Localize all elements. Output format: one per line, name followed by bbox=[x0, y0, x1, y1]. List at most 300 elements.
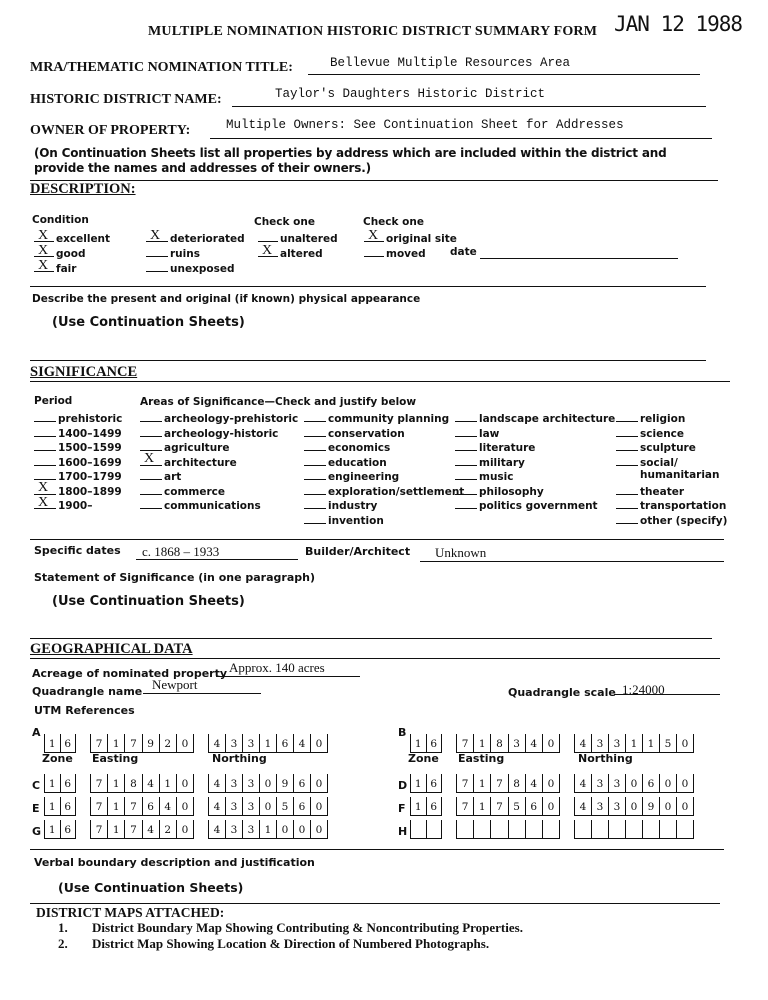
utm-digit: 6 bbox=[430, 801, 438, 813]
map-item-text: District Boundary Map Showing Contributing & Noncontributing Properties. bbox=[92, 920, 523, 935]
date-field[interactable] bbox=[480, 258, 678, 259]
utm-digit: 1 bbox=[474, 734, 491, 752]
utm-digit: 0 bbox=[315, 778, 323, 790]
checkbox-altered[interactable] bbox=[258, 245, 338, 260]
utm-zone-a[interactable] bbox=[44, 734, 76, 753]
utm-digit: 6 bbox=[64, 824, 72, 836]
checkbox-sculpture[interactable] bbox=[616, 439, 727, 454]
utm-digit: 4 bbox=[526, 774, 543, 792]
check-blank[interactable] bbox=[34, 260, 54, 272]
check-blank[interactable] bbox=[140, 497, 162, 509]
utm-digit: 3 bbox=[226, 820, 243, 838]
checkbox-label: architecture bbox=[164, 456, 237, 469]
utm-digit: 1 bbox=[643, 734, 660, 752]
utm-digit: 0 bbox=[181, 824, 189, 836]
utm-digit: 1 bbox=[411, 797, 427, 815]
utm-digit: 2 bbox=[160, 734, 177, 752]
utm-digit: 1 bbox=[45, 774, 61, 792]
utm-digit: 1 bbox=[108, 820, 125, 838]
checkbox-label: sculpture bbox=[640, 442, 696, 454]
checkbox-label: good bbox=[56, 248, 86, 260]
checkbox-label: religion bbox=[640, 413, 686, 425]
utm-letter-d: D bbox=[398, 779, 408, 792]
check-one-label-2: Check one bbox=[363, 216, 424, 228]
checkbox-label: engineering bbox=[328, 471, 400, 483]
specific-dates-value[interactable]: c. 1868 – 1933 bbox=[142, 544, 220, 559]
check-blank[interactable] bbox=[616, 425, 638, 437]
utm-letter-f: F bbox=[398, 802, 406, 815]
check-blank[interactable] bbox=[455, 468, 477, 480]
utm-easting-b[interactable] bbox=[456, 734, 560, 753]
utm-digit: 6 bbox=[430, 738, 438, 750]
checkbox-transportation[interactable] bbox=[616, 497, 727, 512]
period-list bbox=[34, 410, 122, 512]
check-blank[interactable] bbox=[616, 439, 638, 451]
check-blank[interactable] bbox=[455, 454, 477, 466]
map-item bbox=[58, 920, 523, 936]
utm-zone-e[interactable] bbox=[44, 797, 76, 816]
areas-col3 bbox=[455, 410, 615, 512]
utm-digit: 0 bbox=[681, 778, 689, 790]
checkbox-label: original site bbox=[386, 233, 457, 245]
utm-digit: 4 bbox=[143, 774, 160, 792]
checkbox-label: 1500–1599 bbox=[58, 442, 122, 454]
utm-digit: 1 bbox=[411, 734, 427, 752]
utm-easting-g[interactable] bbox=[90, 820, 194, 839]
check-blank[interactable] bbox=[616, 454, 638, 466]
utm-header-easting: Easting bbox=[458, 752, 505, 765]
check-blank[interactable] bbox=[616, 497, 638, 509]
check-blank[interactable] bbox=[140, 483, 162, 495]
utm-digit: 0 bbox=[315, 801, 323, 813]
check-blank[interactable] bbox=[146, 260, 168, 272]
checkbox-agriculture[interactable] bbox=[140, 439, 298, 454]
utm-easting-a[interactable] bbox=[90, 734, 194, 753]
utm-digit bbox=[491, 820, 508, 838]
checkbox-1900[interactable] bbox=[34, 494, 122, 512]
utm-digit: 3 bbox=[226, 774, 243, 792]
check-blank[interactable] bbox=[140, 451, 162, 466]
utm-digit: 4 bbox=[575, 734, 592, 752]
utm-digit: 0 bbox=[315, 738, 323, 750]
utm-digit: 0 bbox=[260, 797, 277, 815]
utm-digit: 0 bbox=[626, 797, 643, 815]
utm-digit: 5 bbox=[277, 797, 294, 815]
utm-digit: 5 bbox=[509, 797, 526, 815]
utm-digit: 4 bbox=[294, 734, 311, 752]
checkbox-label: invention bbox=[328, 514, 384, 527]
checkbox-art[interactable] bbox=[140, 468, 298, 483]
check-blank[interactable] bbox=[258, 245, 278, 257]
checkbox-label: prehistoric bbox=[58, 413, 123, 425]
check-mark: X bbox=[368, 228, 379, 243]
utm-digit: 4 bbox=[160, 797, 177, 815]
utm-digit: 0 bbox=[181, 738, 189, 750]
utm-digit: 1 bbox=[474, 774, 491, 792]
period-label: Period bbox=[34, 395, 73, 407]
checkbox-1600-1699[interactable] bbox=[34, 454, 122, 469]
check-mark: X bbox=[38, 480, 49, 495]
utm-digit: 0 bbox=[626, 774, 643, 792]
utm-zone-b[interactable] bbox=[410, 734, 442, 753]
check-blank[interactable] bbox=[364, 230, 384, 242]
checkbox-original-site[interactable] bbox=[364, 230, 457, 245]
checkbox-label: conservation bbox=[328, 427, 405, 440]
specific-dates-label: Specific dates bbox=[34, 544, 121, 557]
significance-heading: SIGNIFICANCE bbox=[30, 364, 138, 380]
check-blank[interactable] bbox=[455, 425, 477, 437]
utm-digit: 5 bbox=[660, 734, 677, 752]
utm-header-zone: Zone bbox=[408, 752, 439, 765]
utm-digit: 4 bbox=[143, 820, 160, 838]
utm-northing-a[interactable] bbox=[208, 734, 328, 753]
utm-digit: 7 bbox=[125, 797, 142, 815]
utm-digit: 7 bbox=[491, 774, 508, 792]
utm-header-zone: Zone bbox=[42, 752, 73, 765]
checkbox-label: social/ bbox=[640, 456, 678, 469]
utm-digit: 0 bbox=[181, 778, 189, 790]
description-use-continuation: (Use Continuation Sheets) bbox=[52, 315, 245, 330]
utm-digit: 0 bbox=[660, 797, 677, 815]
utm-digit: 1 bbox=[626, 734, 643, 752]
map-item-text: District Map Showing Location & Direction of Numbered Photographs. bbox=[92, 936, 490, 951]
utm-digit bbox=[660, 820, 677, 838]
check-blank[interactable] bbox=[455, 497, 477, 509]
check-blank[interactable] bbox=[34, 468, 56, 480]
utm-zone-f[interactable] bbox=[410, 797, 442, 816]
utm-digit: 4 bbox=[209, 797, 226, 815]
areas-label: Areas of Significance—Check and justify below bbox=[140, 396, 417, 408]
checkbox-moved[interactable] bbox=[364, 245, 457, 260]
check-blank[interactable] bbox=[304, 454, 326, 466]
utm-digit: 0 bbox=[660, 774, 677, 792]
utm-northing-b[interactable] bbox=[574, 734, 694, 753]
utm-digit: 0 bbox=[181, 801, 189, 813]
utm-digit bbox=[427, 820, 442, 838]
utm-digit: 6 bbox=[294, 774, 311, 792]
check-blank[interactable] bbox=[455, 439, 477, 451]
checkbox-other-specify[interactable] bbox=[616, 512, 727, 527]
check-mark: X bbox=[38, 494, 49, 510]
utm-letter-g: G bbox=[32, 825, 42, 838]
district-name-value[interactable]: Taylor's Daughters Historic District bbox=[275, 87, 546, 101]
utm-northing-h[interactable] bbox=[574, 820, 694, 839]
check-blank[interactable] bbox=[140, 439, 162, 451]
utm-digit: 3 bbox=[609, 734, 626, 752]
utm-digit: 7 bbox=[125, 734, 142, 752]
utm-letter-e: E bbox=[32, 802, 40, 815]
utm-digit: 7 bbox=[91, 797, 108, 815]
utm-digit: 7 bbox=[91, 734, 108, 752]
map-item bbox=[58, 936, 523, 952]
utm-digit: 4 bbox=[209, 774, 226, 792]
check-blank[interactable] bbox=[304, 410, 326, 422]
utm-digit bbox=[411, 820, 427, 838]
check-blank[interactable] bbox=[304, 468, 326, 480]
checkbox-industry[interactable] bbox=[304, 497, 464, 512]
check-blank[interactable] bbox=[455, 410, 477, 422]
continuation-note: (On Continuation Sheets list all properties by address which are included within the district and provide the names and addresses of their owners.) bbox=[34, 146, 667, 175]
utm-zone-g[interactable] bbox=[44, 820, 76, 839]
checkbox-label: philosophy bbox=[479, 485, 544, 498]
utm-digit bbox=[457, 820, 474, 838]
checkbox-prehistoric[interactable] bbox=[34, 410, 122, 425]
check-blank[interactable] bbox=[140, 468, 162, 480]
utm-digit bbox=[526, 820, 543, 838]
checkbox-exploration-settlement[interactable] bbox=[304, 483, 464, 498]
utm-digit bbox=[543, 820, 559, 838]
verbal-boundary-label: Verbal boundary description and justification bbox=[34, 856, 315, 869]
check-mark: X bbox=[38, 228, 49, 243]
utm-digit: 4 bbox=[526, 734, 543, 752]
utm-digit: 1 bbox=[260, 734, 277, 752]
quadrangle-scale-label: Quadrangle scale bbox=[508, 686, 616, 699]
utm-digit: 6 bbox=[64, 801, 72, 813]
check-blank[interactable] bbox=[146, 230, 168, 242]
check-mark: X bbox=[38, 258, 49, 273]
district-name-label: HISTORIC DISTRICT NAME: bbox=[30, 92, 222, 107]
checkbox-commerce[interactable] bbox=[140, 483, 298, 498]
checkbox-philosophy[interactable] bbox=[455, 483, 615, 498]
utm-letter-a: A bbox=[32, 726, 41, 739]
check-blank[interactable] bbox=[304, 512, 326, 524]
utm-digit bbox=[509, 820, 526, 838]
utm-digit: 1 bbox=[45, 734, 61, 752]
check-blank[interactable] bbox=[616, 483, 638, 495]
condition-col2 bbox=[146, 230, 245, 275]
checkbox-label: fair bbox=[56, 263, 77, 275]
builder-label: Builder/Architect bbox=[305, 545, 411, 558]
checkbox-communications[interactable] bbox=[140, 497, 298, 512]
utm-zone-d[interactable] bbox=[410, 774, 442, 793]
utm-easting-c[interactable] bbox=[90, 774, 194, 793]
check-blank[interactable] bbox=[34, 245, 54, 257]
checkbox-label: ruins bbox=[170, 248, 200, 260]
checkbox-music[interactable] bbox=[455, 468, 615, 483]
utm-digit: 6 bbox=[643, 774, 660, 792]
checkbox-education[interactable] bbox=[304, 454, 464, 469]
check-blank[interactable] bbox=[304, 425, 326, 437]
checkbox-label: humanitarian bbox=[640, 469, 720, 481]
checkbox-1400-1499[interactable] bbox=[34, 425, 122, 440]
utm-digit: 0 bbox=[277, 820, 294, 838]
checkbox-label: 1400–1499 bbox=[58, 427, 122, 440]
checkbox-architecture[interactable] bbox=[140, 451, 298, 469]
checkbox-archeology-historic[interactable] bbox=[140, 425, 298, 440]
check-mark: X bbox=[150, 228, 161, 243]
utm-digit: 4 bbox=[575, 797, 592, 815]
check-mark: X bbox=[38, 243, 49, 258]
checkbox-deteriorated[interactable] bbox=[146, 230, 245, 245]
check-one-label-1: Check one bbox=[254, 216, 315, 228]
check-blank[interactable] bbox=[34, 480, 56, 495]
received-date-stamp: JAN 12 1988 bbox=[614, 12, 743, 36]
utm-digit: 3 bbox=[592, 774, 609, 792]
utm-digit: 0 bbox=[547, 778, 555, 790]
check-blank[interactable] bbox=[146, 245, 168, 257]
checkbox-theater[interactable] bbox=[616, 483, 727, 498]
checkbox-label: military bbox=[479, 456, 525, 469]
utm-digit: 3 bbox=[509, 734, 526, 752]
check-blank[interactable] bbox=[616, 512, 638, 524]
utm-digit: 3 bbox=[243, 797, 260, 815]
checkbox-science[interactable] bbox=[616, 425, 727, 440]
checkbox-military[interactable] bbox=[455, 454, 615, 469]
utm-northing-f[interactable] bbox=[574, 797, 694, 816]
utm-digit: 1 bbox=[45, 820, 61, 838]
utm-header-northing: Northing bbox=[212, 752, 267, 765]
checkbox-label: politics government bbox=[479, 500, 598, 512]
checkbox-community-planning[interactable] bbox=[304, 410, 464, 425]
utm-digit: 9 bbox=[143, 734, 160, 752]
check-blank[interactable] bbox=[140, 425, 162, 437]
utm-digit: 1 bbox=[474, 797, 491, 815]
utm-digit: 7 bbox=[491, 797, 508, 815]
utm-digit: 0 bbox=[681, 801, 689, 813]
mra-title-value[interactable]: Bellevue Multiple Resources Area bbox=[330, 56, 571, 70]
utm-letter-c: C bbox=[32, 779, 41, 792]
utm-easting-d[interactable] bbox=[456, 774, 560, 793]
checkbox-label: economics bbox=[328, 442, 391, 454]
checkbox-conservation[interactable] bbox=[304, 425, 464, 440]
form-title: MULTIPLE NOMINATION HISTORIC DISTRICT SUMMARY FORM bbox=[148, 24, 598, 39]
check-blank[interactable] bbox=[258, 230, 278, 242]
utm-northing-e[interactable] bbox=[208, 797, 328, 816]
checkbox-label: archeology-historic bbox=[164, 427, 279, 440]
utm-northing-g[interactable] bbox=[208, 820, 328, 839]
checkbox-archeology-prehistoric[interactable] bbox=[140, 410, 298, 425]
check-blank[interactable] bbox=[34, 494, 56, 510]
utm-zone-h[interactable] bbox=[410, 820, 442, 839]
checkbox-humanitarian[interactable] bbox=[616, 468, 727, 483]
statement-label: Statement of Significance (in one paragraph) bbox=[34, 571, 315, 584]
condition-label: Condition bbox=[32, 214, 89, 226]
checkbox-label: unaltered bbox=[280, 233, 338, 245]
maps-heading: DISTRICT MAPS ATTACHED: bbox=[36, 905, 225, 920]
checkbox-social[interactable] bbox=[616, 454, 727, 469]
areas-col1 bbox=[140, 410, 298, 512]
checkbox-label: literature bbox=[479, 442, 536, 454]
areas-col4 bbox=[616, 410, 727, 526]
checkbox-fair[interactable] bbox=[34, 260, 110, 275]
utm-digit bbox=[474, 820, 491, 838]
utm-digit: 6 bbox=[526, 797, 543, 815]
quadrangle-scale-value[interactable]: 1:24000 bbox=[622, 682, 665, 697]
alteration-group bbox=[258, 230, 338, 260]
utm-digit: 7 bbox=[457, 797, 474, 815]
checkbox-economics[interactable] bbox=[304, 439, 464, 454]
check-blank[interactable] bbox=[34, 439, 56, 451]
checkbox-literature[interactable] bbox=[455, 439, 615, 454]
checkbox-label: science bbox=[640, 427, 685, 440]
check-blank[interactable] bbox=[364, 245, 384, 257]
utm-digit bbox=[626, 820, 643, 838]
utm-digit bbox=[575, 820, 592, 838]
checkbox-landscape-architecture[interactable] bbox=[455, 410, 615, 425]
utm-digit: 3 bbox=[609, 797, 626, 815]
checkbox-1500-1599[interactable] bbox=[34, 439, 122, 454]
checkbox-label: exploration/settlement bbox=[328, 485, 465, 498]
utm-label: UTM References bbox=[34, 704, 135, 717]
acreage-label: Acreage of nominated property bbox=[32, 667, 228, 680]
checkbox-label: industry bbox=[328, 500, 378, 512]
utm-letter-h: H bbox=[398, 825, 408, 838]
checkbox-invention[interactable] bbox=[304, 512, 464, 527]
utm-digit: 7 bbox=[457, 774, 474, 792]
owner-value[interactable]: Multiple Owners: See Continuation Sheet for Addresses bbox=[226, 118, 624, 132]
appearance-label: Describe the present and original (if known) physical appearance bbox=[32, 293, 421, 305]
utm-digit: 4 bbox=[209, 734, 226, 752]
checkbox-label: commerce bbox=[164, 485, 225, 498]
check-blank[interactable] bbox=[304, 483, 326, 495]
condition-col1 bbox=[34, 230, 110, 275]
utm-easting-h[interactable] bbox=[456, 820, 560, 839]
geo-heading: GEOGRAPHICAL DATA bbox=[30, 641, 193, 657]
checkbox-label: landscape architecture bbox=[479, 413, 616, 425]
utm-digit: 8 bbox=[509, 774, 526, 792]
utm-easting-f[interactable] bbox=[456, 797, 560, 816]
acreage-value[interactable]: Approx. 140 acres bbox=[229, 660, 325, 675]
utm-digit: 1 bbox=[411, 774, 427, 792]
utm-easting-e[interactable] bbox=[90, 797, 194, 816]
utm-letter-b: B bbox=[398, 726, 407, 739]
check-blank[interactable] bbox=[140, 410, 162, 422]
check-blank[interactable] bbox=[304, 439, 326, 451]
utm-northing-c[interactable] bbox=[208, 774, 328, 793]
utm-digit bbox=[609, 820, 626, 838]
utm-digit bbox=[592, 820, 609, 838]
utm-digit: 0 bbox=[547, 801, 555, 813]
checkbox-religion[interactable] bbox=[616, 410, 727, 425]
utm-digit: 4 bbox=[209, 820, 226, 838]
check-blank[interactable] bbox=[34, 425, 56, 437]
checkbox-label: altered bbox=[280, 248, 323, 260]
utm-digit: 1 bbox=[45, 797, 61, 815]
check-mark: X bbox=[262, 243, 273, 258]
check-blank[interactable] bbox=[616, 410, 638, 422]
checkbox-unexposed[interactable] bbox=[146, 260, 245, 275]
check-blank[interactable] bbox=[34, 454, 56, 466]
checkbox-engineering[interactable] bbox=[304, 468, 464, 483]
checkbox-label: other (specify) bbox=[640, 514, 728, 527]
maps-list bbox=[58, 920, 523, 952]
checkbox-law[interactable] bbox=[455, 425, 615, 440]
quadrangle-name-value[interactable]: Newport bbox=[152, 677, 198, 692]
utm-digit: 6 bbox=[64, 738, 72, 750]
mra-title-label: MRA/THEMATIC NOMINATION TITLE: bbox=[30, 60, 293, 75]
map-item-number: 1. bbox=[58, 920, 68, 935]
utm-digit: 1 bbox=[108, 774, 125, 792]
checkbox-label: art bbox=[164, 471, 182, 483]
utm-zone-c[interactable] bbox=[44, 774, 76, 793]
checkbox-ruins[interactable] bbox=[146, 245, 245, 260]
check-blank[interactable] bbox=[34, 230, 54, 242]
utm-digit: 1 bbox=[160, 774, 177, 792]
utm-digit: 7 bbox=[125, 820, 142, 838]
utm-northing-d[interactable] bbox=[574, 774, 694, 793]
utm-digit: 0 bbox=[315, 824, 323, 836]
check-blank[interactable] bbox=[455, 483, 477, 495]
builder-value[interactable]: Unknown bbox=[435, 545, 487, 560]
utm-header-northing: Northing bbox=[578, 752, 633, 765]
check-blank[interactable] bbox=[34, 410, 56, 422]
utm-digit: 4 bbox=[575, 774, 592, 792]
checkbox-politics-government[interactable] bbox=[455, 497, 615, 512]
checkbox-label: 1900– bbox=[58, 500, 93, 512]
checkbox-label: communications bbox=[164, 500, 261, 512]
check-blank[interactable] bbox=[304, 497, 326, 509]
utm-digit: 9 bbox=[277, 774, 294, 792]
